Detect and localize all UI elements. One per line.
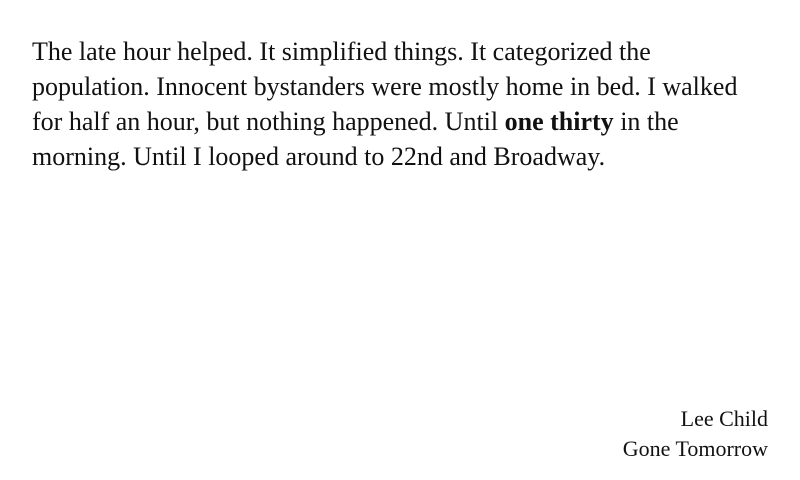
quote-time-highlight: one thirty xyxy=(504,107,614,136)
quote-text-part-1: The late hour helped. It simplified things. It categorized the population. Innocent bystanders were mostly home in bed. I walked for half an hour, but nothing happened. Until xyxy=(32,37,738,136)
quote-text-part-2: in the morning. Until I looped around to 22nd and Broadway. xyxy=(32,107,679,171)
quote-text xyxy=(32,34,772,174)
attribution xyxy=(623,404,768,464)
book-title: Gone Tomorrow xyxy=(622,436,768,461)
author-name: Lee Child xyxy=(680,406,768,431)
